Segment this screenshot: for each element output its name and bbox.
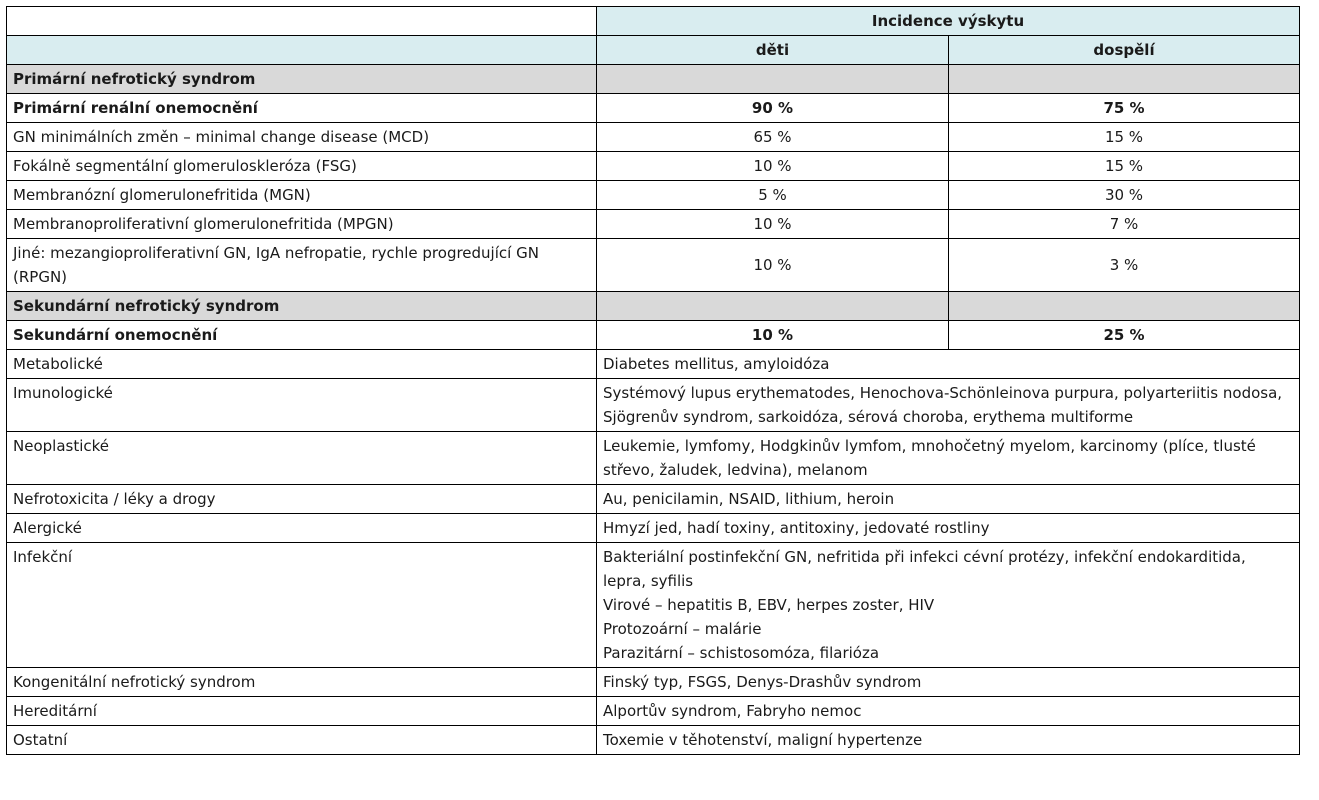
section-empty-cell [949, 65, 1300, 94]
cause-row [7, 350, 1300, 379]
table-row [7, 210, 1300, 239]
section-row [7, 65, 1300, 94]
summary-row [7, 94, 1300, 123]
cause-category: Alergické [7, 514, 597, 543]
row-label: GN minimálních změn – minimal change disease (MCD) [7, 123, 597, 152]
incidence-table [6, 6, 1300, 755]
section-title: Sekundární nefrotický syndrom [7, 292, 597, 321]
header-empty-cell [7, 36, 597, 65]
summary-children: 10 % [597, 321, 949, 350]
cause-examples [597, 432, 1300, 485]
row-label: Fokálně segmentální glomeruloskleróza (FSG) [7, 152, 597, 181]
row-label: Membranózní glomerulonefritida (MGN) [7, 181, 597, 210]
row-children: 10 % [597, 239, 949, 292]
cause-row [7, 697, 1300, 726]
cause-examples [597, 350, 1300, 379]
row-adults: 15 % [949, 123, 1300, 152]
cause-category: Metabolické [7, 350, 597, 379]
header-row-group [7, 7, 1300, 36]
row-children: 65 % [597, 123, 949, 152]
summary-adults: 75 % [949, 94, 1300, 123]
cause-line: Hmyzí jed, hadí toxiny, antitoxiny, jedovaté rostliny [603, 519, 990, 537]
cause-row [7, 379, 1300, 432]
table-row [7, 181, 1300, 210]
section-row [7, 292, 1300, 321]
row-children: 5 % [597, 181, 949, 210]
cause-line: Toxemie v těhotenství, maligní hypertenze [603, 731, 923, 749]
table-row [7, 152, 1300, 181]
cause-line: Virové – hepatitis B, EBV, herpes zoster, HIV [603, 596, 935, 614]
cause-line: Alportův syndrom, Fabryho nemoc [603, 702, 862, 720]
cause-line: Au, penicilamin, NSAID, lithium, heroin [603, 490, 895, 508]
section-empty-cell [949, 292, 1300, 321]
summary-adults: 25 % [949, 321, 1300, 350]
cause-row [7, 726, 1300, 755]
cause-category: Nefrotoxicita / léky a drogy [7, 485, 597, 514]
cause-category: Infekční [7, 543, 597, 668]
cause-line: Diabetes mellitus, amyloidóza [603, 355, 830, 373]
cause-row [7, 432, 1300, 485]
row-children: 10 % [597, 152, 949, 181]
table-row [7, 239, 1300, 292]
cause-examples [597, 697, 1300, 726]
cause-row [7, 514, 1300, 543]
row-adults: 7 % [949, 210, 1300, 239]
cause-category: Hereditární [7, 697, 597, 726]
row-adults: 15 % [949, 152, 1300, 181]
header-row-columns [7, 36, 1300, 65]
cause-examples [597, 543, 1300, 668]
cause-category: Neoplastické [7, 432, 597, 485]
cause-category: Kongenitální nefrotický syndrom [7, 668, 597, 697]
section-title: Primární nefrotický syndrom [7, 65, 597, 94]
cause-examples [597, 379, 1300, 432]
row-children: 10 % [597, 210, 949, 239]
row-adults: 30 % [949, 181, 1300, 210]
cause-row [7, 485, 1300, 514]
row-label: Membranoproliferativní glomerulonefritida (MPGN) [7, 210, 597, 239]
col-children-header: děti [597, 36, 949, 65]
cause-examples [597, 668, 1300, 697]
col-adults-header: dospělí [949, 36, 1300, 65]
cause-line: Parazitární – schistosomóza, filarióza [603, 644, 880, 662]
secondary-causes [7, 350, 1300, 755]
row-label: Jiné: mezangioproliferativní GN, IgA nefropatie, rychle progredující GN (RPGN) [7, 239, 597, 292]
summary-row [7, 321, 1300, 350]
cause-row [7, 668, 1300, 697]
cause-examples [597, 485, 1300, 514]
cause-row [7, 543, 1300, 668]
cause-line: Leukemie, lymfomy, Hodgkinův lymfom, mnohočetný myelom, karcinomy (plíce, tlusté střevo, žaludek, ledvina), melanom [603, 437, 1256, 479]
header-empty-cell [7, 7, 597, 36]
summary-children: 90 % [597, 94, 949, 123]
row-adults: 3 % [949, 239, 1300, 292]
summary-label: Sekundární onemocnění [7, 321, 597, 350]
cause-examples [597, 514, 1300, 543]
cause-category: Imunologické [7, 379, 597, 432]
cause-line: Systémový lupus erythematodes, Henochova-Schönleinova purpura, polyarteriitis nodosa, Sjögrenův syndrom, sarkoidóza, sérová choroba, erythema multiforme [603, 384, 1283, 426]
table-row [7, 123, 1300, 152]
cause-category: Ostatní [7, 726, 597, 755]
summary-label: Primární renální onemocnění [7, 94, 597, 123]
cause-line: Protozoární – malárie [603, 620, 762, 638]
section-empty-cell [597, 292, 949, 321]
section-empty-cell [597, 65, 949, 94]
cause-examples [597, 726, 1300, 755]
cause-line: Finský typ, FSGS, Denys-Drashův syndrom [603, 673, 922, 691]
cause-line: Bakteriální postinfekční GN, nefritida při infekci cévní protézy, infekční endokarditida, lepra, syfilis [603, 548, 1246, 590]
group-title: Incidence výskytu [597, 7, 1300, 36]
